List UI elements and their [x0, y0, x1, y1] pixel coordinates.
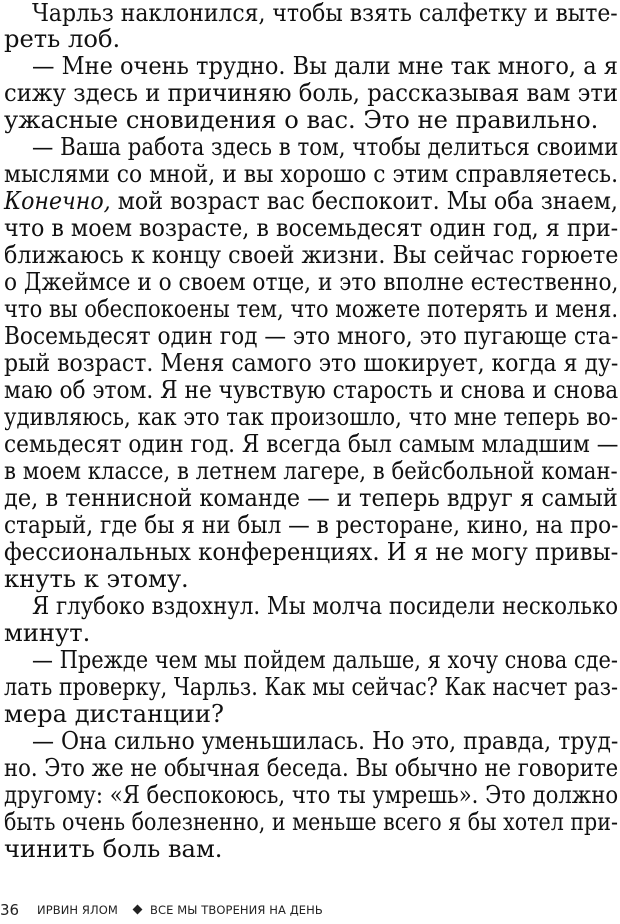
text-line: сижу здесь и причиняю боль, рассказывая вам эти — [4, 79, 618, 107]
text-line: чинить боль вам. — [4, 835, 223, 863]
text-line: в моем классе, в летнем лагере, в бейсбольной коман- — [4, 457, 618, 485]
text-line: что в моем возрасте, в восемьдесят один год, я при- — [4, 214, 619, 242]
text-line: другому: «Я беспокоюсь, что ты умрешь». Это должно — [4, 781, 619, 809]
text-line: мыслями со мной, и вы хорошо с этим справляетесь. — [4, 160, 619, 188]
text-line: удивляюсь, как это так произошло, что мне теперь во- — [4, 403, 618, 431]
text-line: быть очень болезненно, и меньше всего я бы хотел при- — [4, 808, 618, 836]
diamond-separator-icon — [133, 905, 143, 915]
page-footer — [0, 900, 620, 920]
text-line: что вы обеспокоены тем, что можете потерять и меня. — [4, 295, 619, 323]
text-line: мера дистанции? — [4, 700, 224, 728]
page-number: 36 — [0, 901, 20, 919]
footer-author: ИРВИН ЯЛОМ — [37, 903, 118, 917]
text-line: маю об этом. Я не чувствую старость и снова и снова — [4, 376, 619, 404]
text-line: ужасные сновидения о вас. Это не правильно. — [4, 106, 599, 134]
text-line: — Прежде чем мы пойдем дальше, я хочу снова сде- — [32, 646, 618, 674]
text-line: рый возраст. Меня самого это шокирует, когда я ду- — [4, 349, 619, 377]
text-line: де, в теннисной команде — и теперь вдруг я самый — [4, 484, 618, 512]
text-line: кнуть к этому. — [4, 565, 189, 593]
italic-word: Конечно, — [4, 187, 111, 215]
text-line: — Ваша работа здесь в том, чтобы делиться своими — [32, 133, 619, 161]
text-line: минут. — [4, 619, 91, 647]
footer-book-title: ВСЕ МЫ ТВОРЕНИЯ НА ДЕНЬ — [150, 903, 323, 917]
text-line: — Она сильно уменьшилась. Но это, правда, труд- — [32, 727, 619, 755]
text-line: но. Это же не обычная беседа. Вы обычно не говорите — [4, 754, 619, 782]
text-line: ближаюсь к концу своей жизни. Вы сейчас горюете — [4, 241, 619, 269]
text-line: Я глубоко вздохнул. Мы молча посидели несколько — [32, 592, 619, 620]
text-line: семьдесят один год. Я всегда был самым младшим — — [4, 430, 619, 458]
text-line: фессиональных конференциях. И я не могу привы- — [4, 538, 619, 566]
text-line: о Джеймсе и о своем отце, и это вполне естественно, — [4, 268, 619, 296]
text-line: лать проверку, Чарльз. Как мы сейчас? Как насчет раз- — [4, 673, 619, 701]
text-line-rest: мой возраст вас беспокоит. Мы оба знаем, — [110, 187, 618, 215]
text-line: Чарльз наклонился, чтобы взять салфетку и выте- — [32, 0, 618, 27]
text-line — [4, 187, 618, 215]
text-line: старый, где бы я ни был — в ресторане, кино, на про- — [4, 511, 619, 539]
text-line: — Мне очень трудно. Вы дали мне так много, а я — [32, 52, 618, 80]
text-line: Восемьдесят один год — это много, это пугающе ста- — [4, 322, 619, 350]
text-line: реть лоб. — [4, 25, 121, 53]
